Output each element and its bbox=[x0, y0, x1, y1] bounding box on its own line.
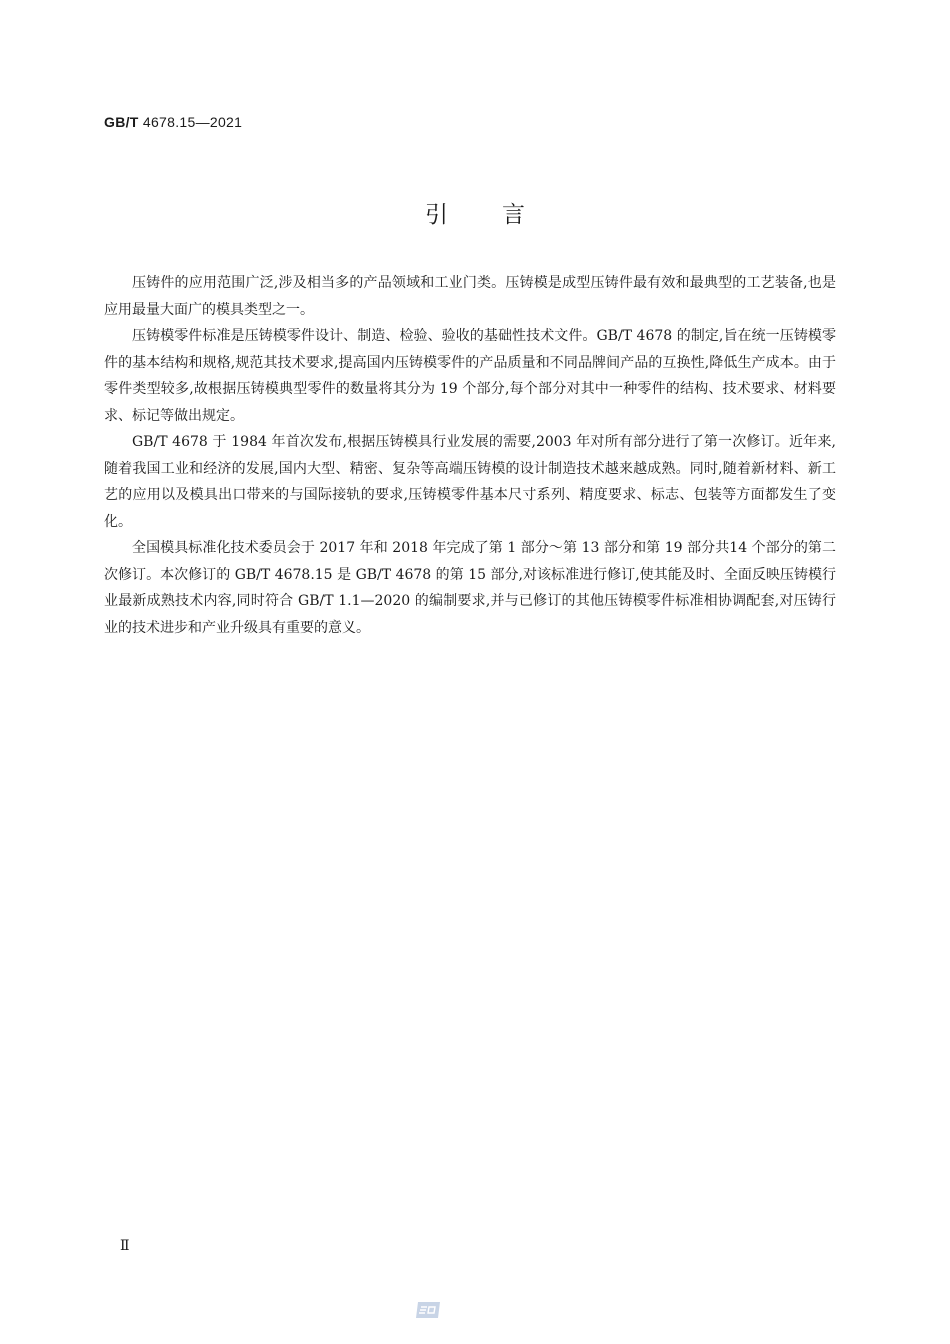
paragraph-1: 压铸件的应用范围广泛,涉及相当多的产品领域和工业门类。压铸模是成型压铸件最有效和最典型的工艺装备,也是应用最量大面广的模具类型之一。 bbox=[104, 275, 836, 318]
standard-number: 4678.15—2021 bbox=[142, 114, 243, 130]
standard-code bbox=[104, 114, 242, 130]
introduction-body bbox=[104, 270, 836, 641]
standard-prefix: GB/T bbox=[104, 114, 139, 130]
paragraph-4: 全国模具标准化技术委员会于 2017 年和 2018 年完成了第 1 部分～第 13 部分和第 19 部分共14 个部分的第二次修订。本次修订的 GB/T 4678.15 是 GB/T 4678 的第 15 部分,对该标准进行修订,使其能及时、全面反映压铸模行业最新成熟技术内容,同时符合 GB/T 1.1—2020 的编制要求,并与已修订的其他压铸模零件标准相协调配套,对压铸行业的技术进步和产业升级具有重要的意义。 bbox=[104, 540, 836, 636]
paragraph-3: GB/T 4678 于 1984 年首次发布,根据压铸模具行业发展的需要,2003 年对所有部分进行了第一次修订。近年来,随着我国工业和经济的发展,国内大型、精密、复杂等高端压铸模的设计制造技术越来越成熟。同时,随着新材料、新工艺的应用以及模具出口带来的与国际接轨的要求,压铸模零件基本尺寸系列、精度要求、标志、包装等方面都发生了变化。 bbox=[104, 434, 836, 530]
page-title: 引言 bbox=[425, 202, 579, 228]
paragraph-2: 压铸模零件标准是压铸模零件设计、制造、检验、验收的基础性技术文件。GB/T 4678 的制定,旨在统一压铸模零件的基本结构和规格,规范其技术要求,提高国内压铸模零件的产品质量和不同品牌间产品的互换性,降低生产成本。由于零件类型较多,故根据压铸模典型零件的数量将其分为 19 个部分,每个部分对其中一种零件的结构、技术要求、材料要求、标记等做出规定。 bbox=[104, 328, 836, 424]
sac-logo-icon bbox=[415, 1300, 443, 1320]
page-number: Ⅱ bbox=[120, 1238, 130, 1254]
